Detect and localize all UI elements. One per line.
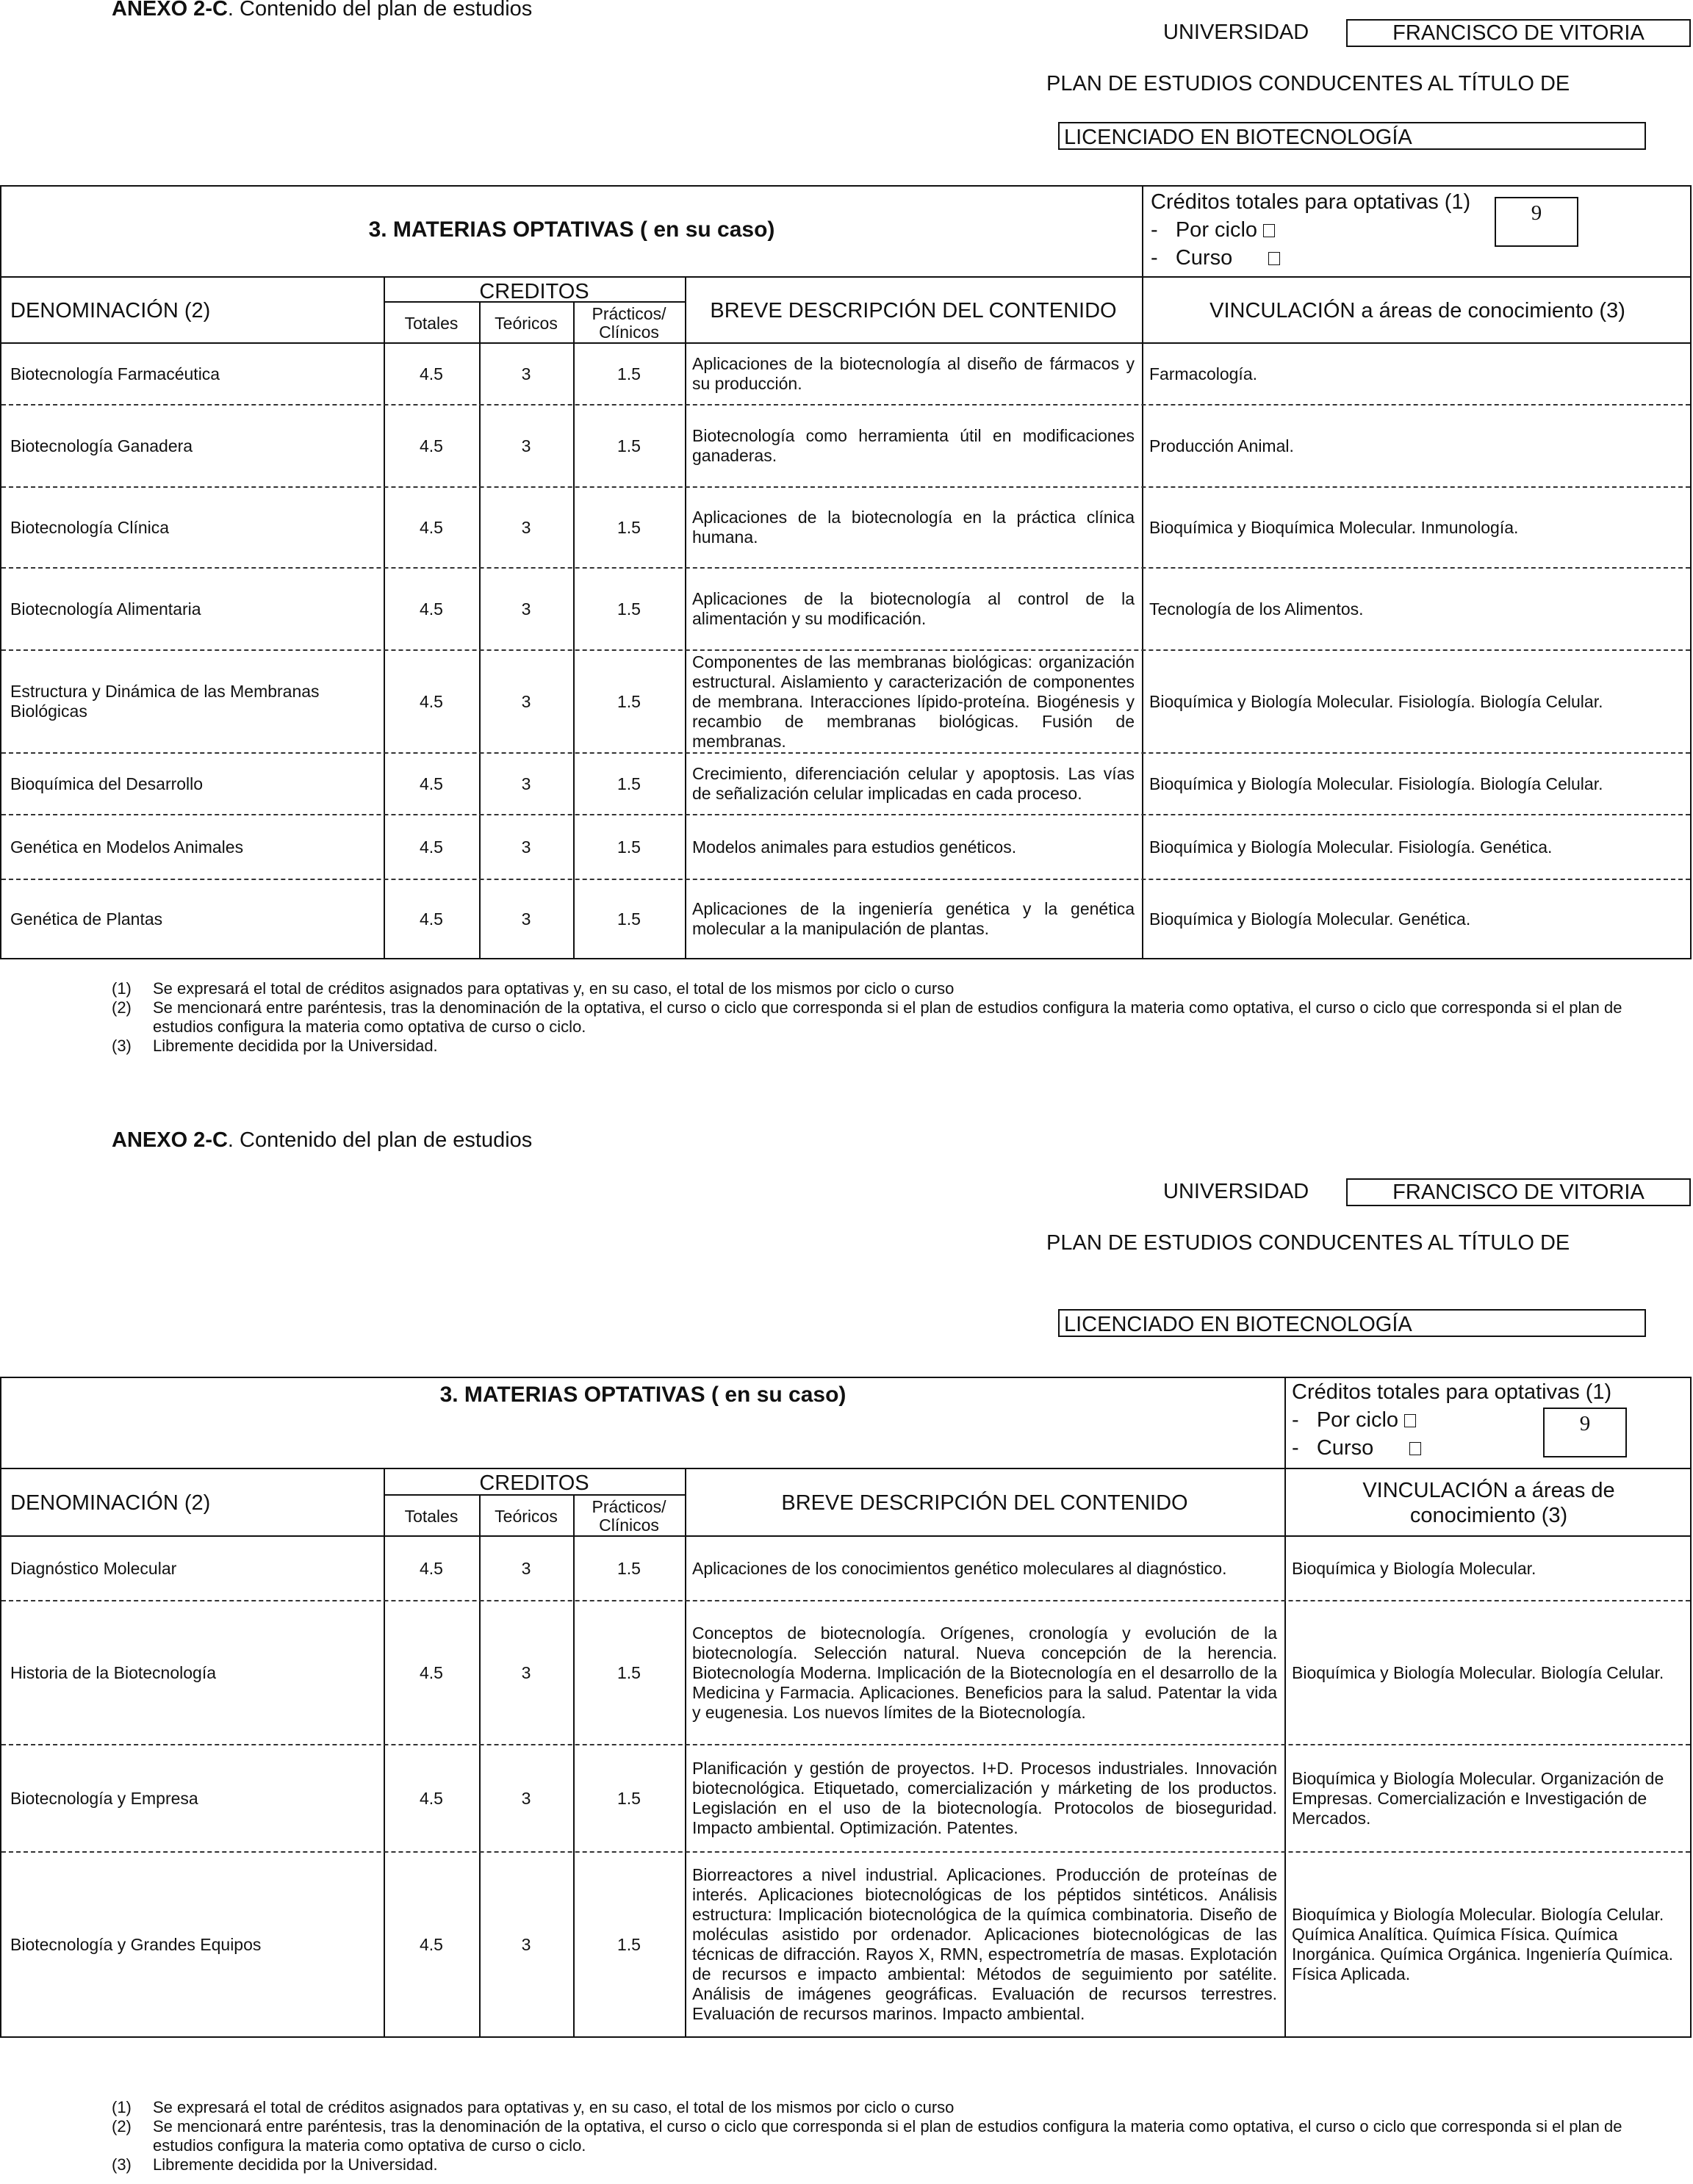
- totales-cell: 4.5: [420, 1934, 443, 1954]
- practicos-cell: 1.5: [617, 691, 641, 711]
- denominacion-cell: Genética de Plantas: [10, 909, 163, 929]
- vinculacion-cell: Bioquímica y Biología Molecular. Fisiología. Biología Celular.: [1149, 691, 1603, 711]
- table-row: [1, 569, 1690, 651]
- vinculacion-cell: Bioquímica y Bioquímica Molecular. Inmunología.: [1149, 517, 1519, 537]
- totales-cell: 4.5: [420, 837, 443, 857]
- footnotes: [112, 2098, 1655, 2174]
- curso-option: - Curso: [1292, 1434, 1611, 1462]
- totales-cell: 4.5: [420, 1558, 443, 1578]
- totales-cell: 4.5: [420, 436, 443, 455]
- footnote: (1) Se expresará el total de créditos asignados para optativas y, en su caso, el total de los mismos por ciclo o curso: [112, 979, 955, 998]
- materias-title: 3. MATERIAS OPTATIVAS ( en su caso): [439, 1383, 846, 1407]
- table-row: [1, 754, 1690, 815]
- col-totales: Totales: [404, 1506, 459, 1526]
- practicos-cell: 1.5: [617, 837, 641, 857]
- descripcion-cell: Aplicaciones de la biotecnología al diseño de fármacos y su producción.: [692, 354, 1135, 393]
- titulo-value: LICENCIADO EN BIOTECNOLOGÍA: [1058, 1309, 1646, 1337]
- materias-table: [0, 185, 1692, 959]
- descripcion-cell: Conceptos de biotecnología. Orígenes, cronología y evolución de la biotecnología. Selección natural. Nueva concepción de la herencia. Biotecnología Moderna. Implicación de la Biotecnología en el desarrollo de la Medicina y Farmacia. Aplicaciones. Beneficios para la salud. Patentar la vida y eugenesia. Los nuevos límites de la Biotecnología.: [692, 1623, 1277, 1722]
- totales-cell: 4.5: [420, 909, 443, 929]
- descripcion-cell: Modelos animales para estudios genéticos.: [692, 837, 1017, 857]
- footnote: (3) Libremente decidida por la Universidad.: [112, 2155, 438, 2174]
- practicos-cell: 1.5: [617, 909, 641, 929]
- denominacion-cell: Biotecnología Ganadera: [10, 436, 193, 455]
- totales-cell: 4.5: [420, 1662, 443, 1682]
- vinculacion-cell: Producción Animal.: [1149, 436, 1294, 455]
- vinculacion-cell: Bioquímica y Biología Molecular. Fisiología. Biología Celular.: [1149, 774, 1603, 793]
- col-creditos: CREDITOS: [479, 1471, 589, 1495]
- table-body: [1, 1537, 1690, 2036]
- table-body: [1, 344, 1690, 958]
- practicos-cell: 1.5: [617, 364, 641, 383]
- descripcion-cell: Aplicaciones de los conocimientos genético moleculares al diagnóstico.: [692, 1558, 1227, 1578]
- totales-cell: 4.5: [420, 1788, 443, 1808]
- col-descripcion: BREVE DESCRIPCIÓN DEL CONTENIDO: [781, 1491, 1188, 1515]
- checkbox-icon[interactable]: [1404, 1414, 1416, 1427]
- table-row: [1, 1537, 1690, 1601]
- creditos-totales-label: Créditos totales para optativas (1): [1151, 190, 1471, 214]
- teoricos-cell: 3: [521, 517, 531, 537]
- vinculacion-cell: Farmacología.: [1149, 364, 1258, 383]
- denominacion-cell: Biotecnología y Grandes Equipos: [10, 1934, 262, 1954]
- teoricos-cell: 3: [521, 909, 531, 929]
- teoricos-cell: 3: [521, 364, 531, 383]
- teoricos-cell: 3: [521, 436, 531, 455]
- anexo-title: ANEXO 2-C. Contenido del plan de estudios: [112, 0, 533, 21]
- col-creditos: CREDITOS: [479, 279, 589, 303]
- materias-table: [0, 1377, 1692, 2038]
- checkbox-icon[interactable]: [1263, 224, 1275, 237]
- footnote: (2) Se mencionará entre paréntesis, tras la denominación de la optativa, el curso o ciclo que corresponda si el plan de estudios configura la materia como optativa, el curso o ciclo que corresponda si el plan de estudios configura la materia como optativa de curso o ciclo.: [112, 998, 1622, 1036]
- teoricos-cell: 3: [521, 1788, 531, 1808]
- footnote: (3) Libremente decidida por la Universidad.: [112, 1037, 438, 1055]
- footnote: (1) Se expresará el total de créditos asignados para optativas y, en su caso, el total de los mismos por ciclo o curso: [112, 2098, 955, 2116]
- teoricos-cell: 3: [521, 1662, 531, 1682]
- table-row: [1, 1601, 1690, 1745]
- col-descripcion: BREVE DESCRIPCIÓN DEL CONTENIDO: [710, 298, 1117, 322]
- totales-cell: 4.5: [420, 774, 443, 793]
- teoricos-cell: 3: [521, 599, 531, 619]
- col-vinculacion: VINCULACIÓN a áreas de conocimiento (3): [1209, 298, 1625, 322]
- table-row: [1, 344, 1690, 406]
- col-denominacion: DENOMINACIÓN (2): [10, 1491, 211, 1515]
- totales-cell: 4.5: [420, 691, 443, 711]
- descripcion-cell: Biorreactores a nivel industrial. Aplicaciones. Producción de proteínas de interés. Aplicaciones biotecnológicas de los péptidos sintéticos. Análisis estructura: Implicación biotecnológica de la química combinatoria. Diseño de moléculas asistido por ordenador. Aplicaciones biotecnológicas de las técnicas de difracción. Rayos X, RMN, espectrometría de masas. Explotación de recursos e impacto ambiental: Métodos de seguimiento por satélite. Análisis de imágenes geográficas. Evaluación de recursos terrestres. Evaluación de recursos marinos. Impacto ambiental.: [692, 1865, 1277, 2023]
- plan-label: PLAN DE ESTUDIOS CONDUCENTES AL TÍTULO DE: [1046, 1231, 1570, 1255]
- column-header: [1, 1469, 1690, 1537]
- teoricos-cell: 3: [521, 1558, 531, 1578]
- vinculacion-cell: Bioquímica y Biología Molecular. Biología Celular. Química Analítica. Química Física. Química Inorgánica. Química Orgánica. Ingeniería Química. Física Aplicada.: [1292, 1905, 1674, 1983]
- vinculacion-cell: Bioquímica y Biología Molecular.: [1292, 1558, 1536, 1578]
- practicos-cell: 1.5: [617, 774, 641, 793]
- creditos-totales-value: 9: [1543, 1408, 1627, 1457]
- col-teoricos: Teóricos: [495, 313, 558, 333]
- col-practicos: Prácticos/ Clínicos: [592, 1497, 666, 1535]
- practicos-cell: 1.5: [617, 1788, 641, 1808]
- table-header: [1, 187, 1690, 278]
- table-row: [1, 1745, 1690, 1853]
- practicos-cell: 1.5: [617, 1662, 641, 1682]
- vinculacion-cell: Bioquímica y Biología Molecular. Biología Celular.: [1292, 1662, 1664, 1682]
- footnote: (2) Se mencionará entre paréntesis, tras la denominación de la optativa, el curso o ciclo que corresponda si el plan de estudios configura la materia como optativa, el curso o ciclo que corresponda si el plan de estudios configura la materia como optativa de curso o ciclo.: [112, 2117, 1622, 2155]
- creditos-totales: [1292, 1378, 1611, 1462]
- vinculacion-cell: Bioquímica y Biología Molecular. Organización de Empresas. Comercialización e Investigación de Mercados.: [1292, 1768, 1664, 1828]
- descripcion-cell: Aplicaciones de la biotecnología en la práctica clínica humana.: [692, 508, 1135, 547]
- descripcion-cell: Componentes de las membranas biológicas: organización estructural. Aislamiento y caracterización de componentes de membrana. Interacciones lípido-proteína. Biogénesis y recambio de membranas biológicas. Fusión de membranas.: [692, 652, 1135, 751]
- creditos-totales-value: 9: [1495, 197, 1578, 247]
- practicos-cell: 1.5: [617, 599, 641, 619]
- creditos-totales-label: Créditos totales para optativas (1): [1292, 1380, 1612, 1404]
- teoricos-cell: 3: [521, 774, 531, 793]
- denominacion-cell: Biotecnología Clínica: [10, 517, 170, 537]
- titulo-value: LICENCIADO EN BIOTECNOLOGÍA: [1058, 122, 1646, 150]
- practicos-cell: 1.5: [617, 436, 641, 455]
- table-row: [1, 880, 1690, 958]
- section-1: [0, 0, 1693, 1073]
- por-ciclo-option: - Por ciclo: [1292, 1406, 1611, 1434]
- descripcion-cell: Biotecnología como herramienta útil en modificaciones ganaderas.: [692, 426, 1135, 465]
- checkbox-icon[interactable]: [1409, 1442, 1421, 1455]
- denominacion-cell: Historia de la Biotecnología: [10, 1662, 216, 1682]
- section-2: [0, 1117, 1693, 2184]
- denominacion-cell: Biotecnología Farmacéutica: [10, 364, 220, 383]
- table-row: [1, 406, 1690, 488]
- footnotes: [112, 979, 1655, 1056]
- denominacion-cell: Biotecnología y Empresa: [10, 1788, 198, 1808]
- denominacion-cell: Bioquímica del Desarrollo: [10, 774, 204, 793]
- universidad-value: FRANCISCO DE VITORIA: [1346, 19, 1691, 47]
- denominacion-cell: Estructura y Dinámica de las Membranas Biológicas: [10, 682, 320, 721]
- creditos-totales: [1151, 188, 1542, 272]
- denominacion-cell: Biotecnología Alimentaria: [10, 599, 201, 619]
- col-teoricos: Teóricos: [495, 1506, 558, 1526]
- table-row: [1, 488, 1690, 569]
- descripcion-cell: Planificación y gestión de proyectos. I+D. Procesos industriales. Innovación biotecnológica. Etiquetado, comercialización y márketing de los productos. Legislación en el uso de la biotecnología. Protocolos de bioseguridad. Impacto ambiental. Optimización. Patentes.: [692, 1759, 1277, 1837]
- descripcion-cell: Aplicaciones de la biotecnología al control de la alimentación y su modificación.: [692, 589, 1135, 628]
- vinculacion-cell: Bioquímica y Biología Molecular. Fisiología. Genética.: [1149, 837, 1553, 857]
- table-row: [1, 651, 1690, 754]
- practicos-cell: 1.5: [617, 1558, 641, 1578]
- col-practicos: Prácticos/ Clínicos: [592, 304, 666, 342]
- checkbox-icon[interactable]: [1268, 252, 1280, 265]
- col-vinculacion: VINCULACIÓN a áreas de conocimiento (3): [1362, 1479, 1615, 1527]
- denominacion-cell: Genética en Modelos Animales: [10, 837, 244, 857]
- descripcion-cell: Crecimiento, diferenciación celular y apoptosis. Las vías de señalización celular implicadas en cada proceso.: [692, 764, 1135, 803]
- vinculacion-cell: Bioquímica y Biología Molecular. Genética.: [1149, 909, 1471, 929]
- descripcion-cell: Aplicaciones de la ingeniería genética y la genética molecular a la manipulación de plantas.: [692, 899, 1135, 938]
- practicos-cell: 1.5: [617, 517, 641, 537]
- universidad-value: FRANCISCO DE VITORIA: [1346, 1178, 1691, 1206]
- table-header: [1, 1378, 1690, 1469]
- column-header: [1, 278, 1690, 344]
- table-row: [1, 815, 1690, 880]
- universidad-label: UNIVERSIDAD: [1163, 1180, 1309, 1203]
- teoricos-cell: 3: [521, 837, 531, 857]
- totales-cell: 4.5: [420, 599, 443, 619]
- curso-option: - Curso: [1151, 244, 1470, 272]
- totales-cell: 4.5: [420, 517, 443, 537]
- totales-cell: 4.5: [420, 364, 443, 383]
- teoricos-cell: 3: [521, 691, 531, 711]
- teoricos-cell: 3: [521, 1934, 531, 1954]
- col-totales: Totales: [404, 313, 459, 333]
- materias-title: 3. MATERIAS OPTATIVAS ( en su caso): [368, 217, 775, 242]
- vinculacion-cell: Tecnología de los Alimentos.: [1149, 599, 1364, 619]
- plan-label: PLAN DE ESTUDIOS CONDUCENTES AL TÍTULO DE: [1046, 72, 1570, 95]
- practicos-cell: 1.5: [617, 1934, 641, 1954]
- denominacion-cell: Diagnóstico Molecular: [10, 1558, 177, 1578]
- col-denominacion: DENOMINACIÓN (2): [10, 298, 211, 322]
- anexo-title: ANEXO 2-C. Contenido del plan de estudios: [112, 1128, 533, 1152]
- por-ciclo-option: - Por ciclo: [1151, 216, 1470, 244]
- table-row: [1, 1853, 1690, 2036]
- universidad-label: UNIVERSIDAD: [1163, 21, 1309, 44]
